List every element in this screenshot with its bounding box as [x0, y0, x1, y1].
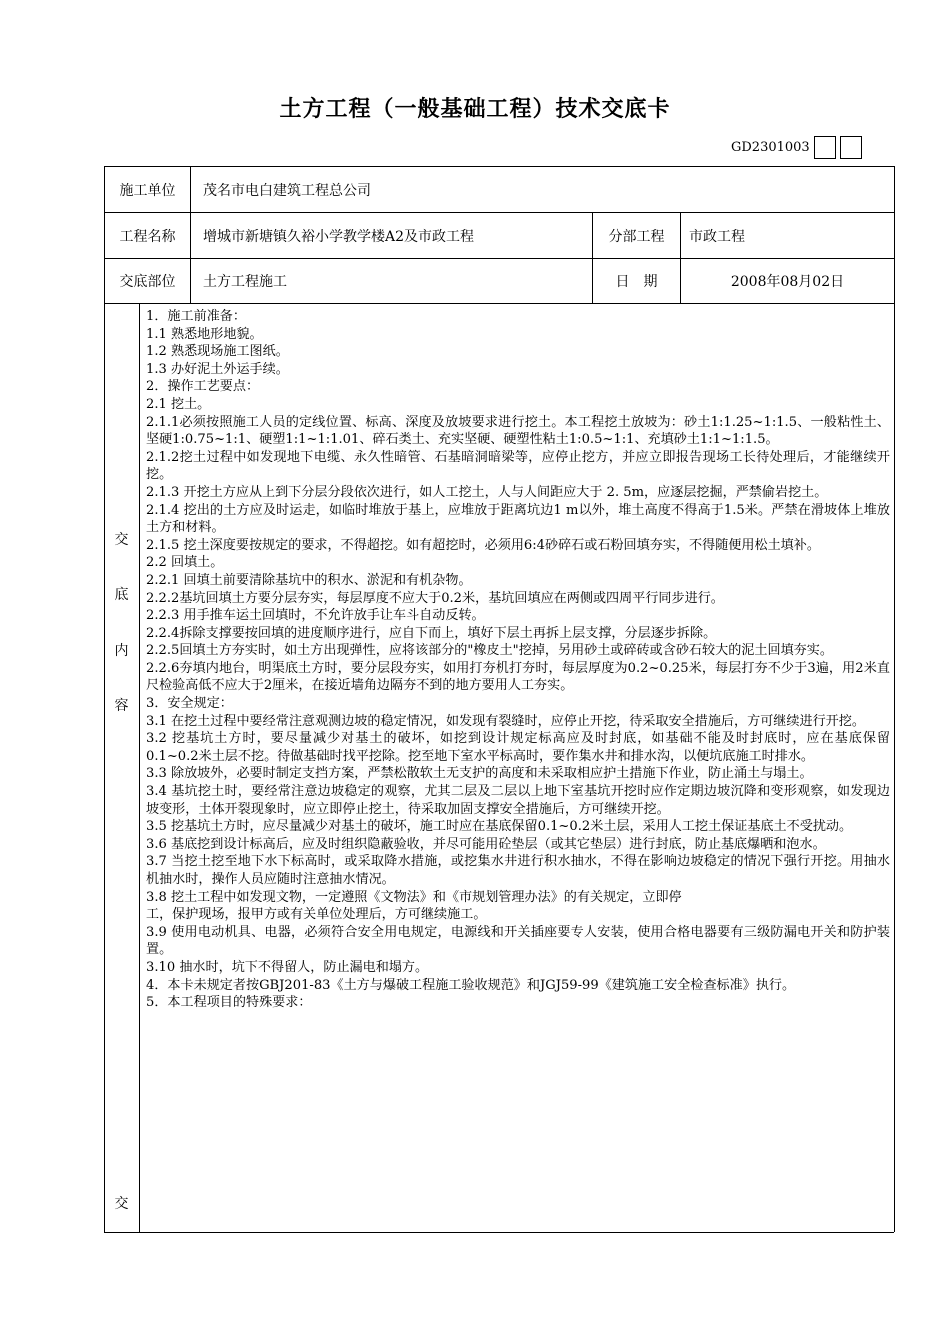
content-paragraph: 2.1.1必须按照施工人员的定线位置、标高、深度及放坡要求进行挖土。本工程挖土放坡为：砂土1:1.25~1:1.5、一般粘性土、坚硬1:0.75~1:1、硬塑1:1~1:1.01、碎石类土、充实坚硬、硬塑性粘土1:0.5~1:1、充填砂土1:1~1:1.5。	[146, 414, 890, 448]
content-paragraph: 2．操作工艺要点：	[146, 379, 260, 395]
content-paragraph: 3.7 当挖土挖至地下水下标高时，或采取降水措施，或挖集水井进行积水抽水，不得在影响边坡稳定的情况下强行开挖。用抽水机抽水时，操作人员应随时注意抽水情况。	[146, 854, 890, 887]
content-paragraph: 2.1.3 开挖土方应从上到下分层分段依次进行，如人工挖土，人与人间距应大于 2. 5m，应逐层挖掘，严禁偷岩挖土。	[146, 484, 828, 500]
sub-project-label: 分部工程	[608, 228, 665, 245]
date-label: 日 期	[615, 274, 658, 290]
content-paragraph: 3.2 挖基坑土方时，要尽量减少对基土的破坏，如挖到设计规定标高应及时封底，如基础不能及时封底时，应在基底保留0.1~0.2米土层不挖。待做基础时找平挖除。挖至地下室水平标高时，要作集水井和排水沟，以便坑底施工时排水。	[146, 731, 890, 764]
table-border	[894, 166, 895, 1232]
content-paragraph: 工，保护现场，报甲方或有关单位处理后，方可继续施工。	[146, 907, 487, 923]
unit-label: 施工单位	[119, 182, 176, 199]
content-paragraph: 2.1.2挖土过程中如发现地下电缆、永久性暗管、石基暗洞暗梁等，应停止挖方，并应立即报告现场工长待处理后，才能继续开挖。	[146, 449, 890, 483]
document-code	[731, 135, 862, 159]
document-code-text: GD2301003	[731, 139, 810, 155]
content-paragraph: 2.2.5回填土方夯实时，如土方出现弹性，应将该部分的"橡皮土"挖掉，另用砂土或碎砖或含砂石较大的泥土回填夯实。	[146, 643, 833, 659]
side-label-char: 容	[114, 698, 129, 714]
content-paragraph: 3.10 抽水时，坑下不得留人，防止漏电和塌方。	[146, 959, 429, 975]
content-paragraph: 1.1 熟悉地形地貌。	[146, 326, 263, 342]
side-label-char: 底	[114, 587, 129, 603]
side-label-char: 交	[114, 532, 129, 548]
side-label-char: 内	[114, 643, 129, 659]
content-paragraph: 2.2.2基坑回填土方要分层夯实，每层厚度不应大于0.2米，基坑回填应在两侧或四周平行同步进行。	[146, 590, 724, 606]
content-paragraph: 1.3 办好泥土外运手续。	[146, 361, 289, 377]
content-paragraph: 2.1.5 挖土深度要按规定的要求，不得超挖。如有超挖时，必须用6:4砂碎石或石粉回填夯实，不得随便用松土填补。	[146, 537, 820, 553]
table-border	[104, 1232, 894, 1233]
content-paragraph: 3.1 在挖土过程中要经常注意观测边坡的稳定情况，如发现有裂缝时，应停止开挖，待采取安全措施后，方可继续进行开挖。	[146, 713, 865, 729]
content-paragraph: 2.2.4拆除支撑要按回填的进度顺序进行，应自下而上，填好下层土再拆上层支撑，分层逐步拆除。	[146, 625, 717, 641]
content-paragraph: 2.1 挖土。	[146, 396, 211, 412]
content-paragraph: 3.6 基底挖到设计标高后，应及时组织隐蔽验收，并尽可能用砼垫层（或其它垫层）进行封底，防止基底爆晒和泡水。	[146, 836, 826, 852]
table-divider	[104, 303, 894, 304]
project-value: 增城市新塘镇久裕小学教学楼A2及市政工程	[203, 228, 475, 245]
content-paragraph: 2.2.6夯填内地台，明渠底土方时，要分层段夯实，如用打夯机打夯时，每层厚度为0.2~0.25米，每层打夯不少于3遍，用2米直尺检验高低不应大于2厘米，在接近墙角边隔夯不到的地方要用人工夯实。	[146, 660, 890, 694]
content-paragraph: 1．施工前准备：	[146, 309, 246, 324]
date-value: 2008年08月02日	[730, 274, 845, 290]
sub-project-value: 市政工程	[689, 228, 745, 245]
content-paragraph: 2.2.3 用手推车运土回填时，不允许放手让车斗自动反转。	[146, 608, 485, 624]
content-paragraph: 2.1.4 挖出的土方应及时运走，如临时堆放于基上，应堆放于距离坑边1 m以外，堆土高度不得高于1.5米。严禁在滑坡体上堆放土方和材料。	[146, 502, 890, 536]
content-paragraph: 3.5 挖基坑土方时，应尽量减少对基土的破坏，施工时应在基底保留0.1~0.2米土层，采用人工挖土保证基底土不受扰动。	[146, 819, 853, 835]
code-checkbox-2	[840, 136, 862, 159]
content-paragraph: 3.9 使用电动机具、电器，必须符合安全用电规定，电源线和开关插座要专人安装，使用合格电器要有三级防漏电开关和防护装置。	[146, 924, 890, 958]
table-divider	[139, 303, 140, 1232]
content-paragraph: 1.2 熟悉现场施工图纸。	[146, 344, 289, 360]
page-title: 土方工程（一般基础工程）技术交底卡	[279, 97, 671, 122]
content-paragraph: 3.4 基坑挖土时，要经常注意边坡稳定的观察，尤其二层及二层以上地下室基坑开挖时应作定期边坡沉降和变形观察，如发现边坡变形，土体开裂现象时，应立即停止挖土，待采取加固支撑安全措施后，方可继续开挖。	[146, 784, 890, 817]
content-paragraph: 2.2.1 回填土前要清除基坑中的积水、淤泥和有机杂物。	[146, 572, 472, 588]
part-label: 交底部位	[119, 274, 176, 290]
side-label-char: 交	[114, 1196, 129, 1212]
part-value: 土方工程施工	[203, 274, 287, 290]
disclosure-content	[146, 308, 890, 1012]
content-paragraph: 3.8 挖土工程中如发现文物，一定遵照《文物法》和《市规划管理办法》的有关规定，立即停	[146, 889, 682, 905]
content-paragraph: 4．本卡未规定者按GBJ201-83《土方与爆破工程施工验收规范》和JGJ59-99《建筑施工安全检查标准》执行。	[146, 977, 796, 993]
content-paragraph: 5．本工程项目的特殊要求：	[146, 995, 312, 1011]
code-checkbox-1	[814, 136, 836, 159]
content-paragraph: 3.3 除放坡外，必要时制定支挡方案，严禁松散软土无支护的高度和未采取相应护土措施下作业，防止涌土与塌土。	[146, 766, 813, 782]
content-paragraph: 2.2 回填土。	[146, 555, 224, 571]
unit-value: 茂名市电白建筑工程总公司	[203, 182, 371, 199]
project-label: 工程名称	[119, 228, 176, 245]
content-paragraph: 3．安全规定：	[146, 696, 233, 712]
